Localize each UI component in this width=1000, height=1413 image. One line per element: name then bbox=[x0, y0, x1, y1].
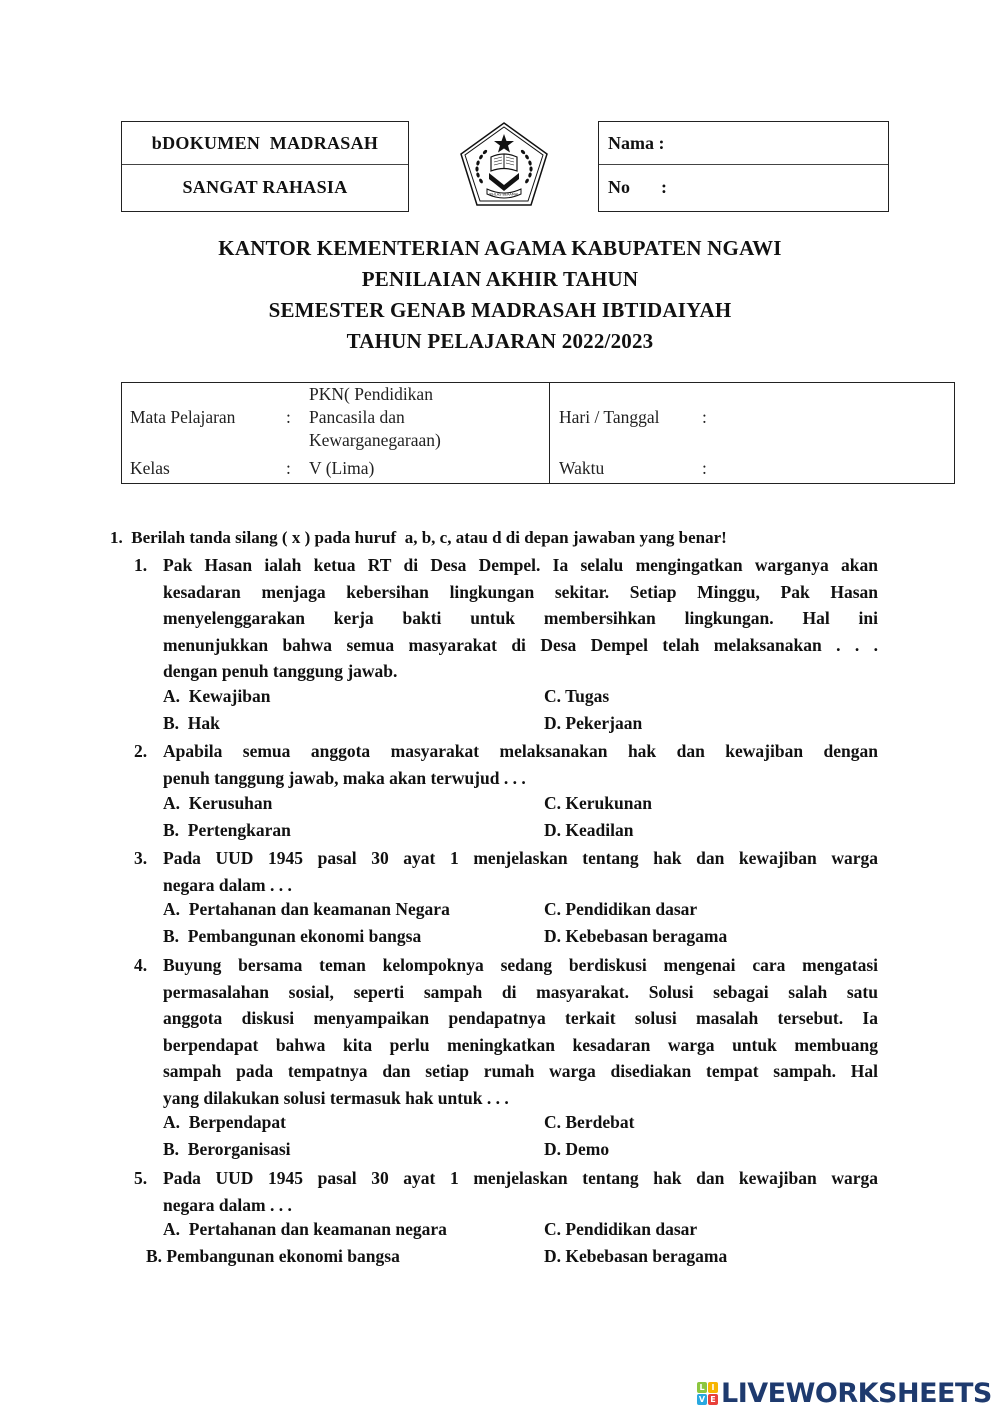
exam-title: PENILAIAN AKHIR TAHUN bbox=[361, 267, 639, 291]
tile-i: I bbox=[708, 1382, 718, 1393]
number-colon: : bbox=[661, 177, 667, 197]
class-label: Kelas bbox=[130, 458, 170, 478]
date-colon: : bbox=[702, 407, 707, 427]
option-b[interactable]: B. Pembangunan ekonomi bangsa bbox=[146, 1246, 400, 1266]
brand-name: LIVEWORKSHEETS bbox=[721, 1378, 992, 1409]
number-label: No bbox=[608, 177, 630, 197]
number-field[interactable] bbox=[599, 165, 888, 210]
subject-label: Mata Pelajaran bbox=[130, 407, 236, 427]
subject-value-line-1: PKN( Pendidikan bbox=[309, 384, 433, 404]
question-number: 2. bbox=[134, 741, 148, 761]
option-d[interactable]: D. Kebebasan beragama bbox=[544, 1246, 728, 1266]
question-text: Pada UUD 1945 pasal 30 ayat 1 menjelaskan tentang hak dan kewajiban warga negara dalam . . . bbox=[163, 848, 878, 895]
option-a[interactable]: A. Kewajiban bbox=[163, 686, 271, 706]
exam-info-table bbox=[121, 382, 955, 484]
confidentiality-text: SANGAT RAHASIA bbox=[182, 177, 348, 197]
question-number: 4. bbox=[134, 955, 148, 975]
option-b[interactable]: B. Berorganisasi bbox=[163, 1139, 291, 1159]
subject-colon: : bbox=[286, 407, 291, 427]
question-number: 5. bbox=[134, 1168, 148, 1188]
option-d[interactable]: D. Keadilan bbox=[544, 820, 634, 840]
option-d[interactable]: D. Kebebasan beragama bbox=[544, 926, 728, 946]
class-value: V (Lima) bbox=[309, 458, 375, 478]
option-b[interactable]: B. Hak bbox=[163, 713, 220, 733]
svg-text:IKHLAS BERAMAL: IKHLAS BERAMAL bbox=[488, 192, 520, 197]
question-text: Pada UUD 1945 pasal 30 ayat 1 menjelaskan tentang hak dan kewajiban warga negara dalam . . . bbox=[163, 1168, 878, 1215]
office-title: KANTOR KEMENTERIAN AGAMA KABUPATEN NGAWI bbox=[218, 236, 782, 260]
liveworksheets-logo[interactable] bbox=[697, 1378, 992, 1409]
option-b[interactable]: B. Pertengkaran bbox=[163, 820, 291, 840]
subject-value-line-2: Pancasila dan bbox=[309, 407, 405, 427]
student-identity-box bbox=[598, 121, 889, 212]
name-label: Nama : bbox=[608, 132, 665, 153]
class-colon: : bbox=[286, 458, 291, 478]
option-c[interactable]: C. Kerukunan bbox=[544, 793, 652, 813]
instruction-text: Berilah tanda silang ( x ) pada huruf a, b, c, atau d di depan jawaban yang benar! bbox=[131, 528, 727, 547]
academic-year-title: TAHUN PELAJARAN 2022/2023 bbox=[346, 329, 654, 353]
question-number: 1. bbox=[134, 555, 148, 575]
live-tiles-icon bbox=[697, 1382, 718, 1405]
tile-e: E bbox=[708, 1394, 718, 1405]
option-c[interactable]: C. Pendidikan dasar bbox=[544, 899, 698, 919]
option-a[interactable]: A. Kerusuhan bbox=[163, 793, 273, 813]
option-a[interactable]: A. Berpendapat bbox=[163, 1112, 286, 1132]
question-text: Pak Hasan ialah ketua RT di Desa Dempel. Ia selalu mengingatkan warganya akan kesadaran menjaga kebersihan lingkungan sekitar. Setiap Minggu, Pak Hasan menyelenggarakan kerja bakti untuk membersihkan lingkungan. Hal ini menunjukkan bahwa semua masyarakat di Desa Dempel telah melaksanakan . . . dengan penuh tanggung jawab. bbox=[163, 555, 878, 682]
tile-v: V bbox=[698, 1395, 706, 1404]
document-type-text: bDOKUMEN MADRASAH bbox=[151, 132, 379, 153]
table-divider bbox=[549, 383, 550, 483]
option-c[interactable]: C. Tugas bbox=[544, 686, 610, 706]
date-label: Hari / Tanggal bbox=[559, 407, 660, 427]
time-colon: : bbox=[702, 458, 707, 478]
option-c[interactable]: C. Pendidikan dasar bbox=[544, 1219, 698, 1239]
name-field[interactable] bbox=[599, 122, 888, 165]
confidentiality-label bbox=[122, 165, 408, 210]
document-type-label bbox=[122, 122, 408, 165]
semester-title: SEMESTER GENAB MADRASAH IBTIDAIYAH bbox=[268, 298, 732, 322]
section-instruction bbox=[110, 528, 727, 548]
option-d[interactable]: D. Demo bbox=[544, 1139, 610, 1159]
question-number: 3. bbox=[134, 848, 148, 868]
section-number: 1. bbox=[110, 528, 123, 547]
question-text: Buyung bersama teman kelompoknya sedang berdiskusi mengenai cara mengatasi permasalahan sosial, seperti sampah di masyarakat. Solusi sebagai salah satu anggota diskusi menyampaikan pendapatnya terkait solusi masalah tersebut. Ia berpendapat bahwa kita perlu meningkatkan kesadaran warga untuk membuang sampah pada tempatnya dan setiap rumah warga disediakan tempat sampah. Hal yang dilakukan solusi termasuk hak untuk . . . bbox=[163, 955, 878, 1108]
option-a[interactable]: A. Pertahanan dan keamanan Negara bbox=[163, 899, 450, 919]
subject-value-line-3: Kewarganegaraan) bbox=[309, 430, 441, 450]
document-classification-box bbox=[121, 121, 409, 212]
kemenag-emblem-icon bbox=[459, 121, 549, 207]
question-text: Apabila semua anggota masyarakat melaksanakan hak dan kewajiban dengan penuh tanggung jawab, maka akan terwujud . . . bbox=[163, 741, 878, 788]
time-label: Waktu bbox=[559, 458, 605, 478]
tile-l: L bbox=[697, 1382, 707, 1393]
option-b[interactable]: B. Pembangunan ekonomi bangsa bbox=[163, 926, 422, 946]
option-c[interactable]: C. Berdebat bbox=[544, 1112, 635, 1132]
option-d[interactable]: D. Pekerjaan bbox=[544, 713, 643, 733]
option-a[interactable]: A. Pertahanan dan keamanan negara bbox=[163, 1219, 447, 1239]
